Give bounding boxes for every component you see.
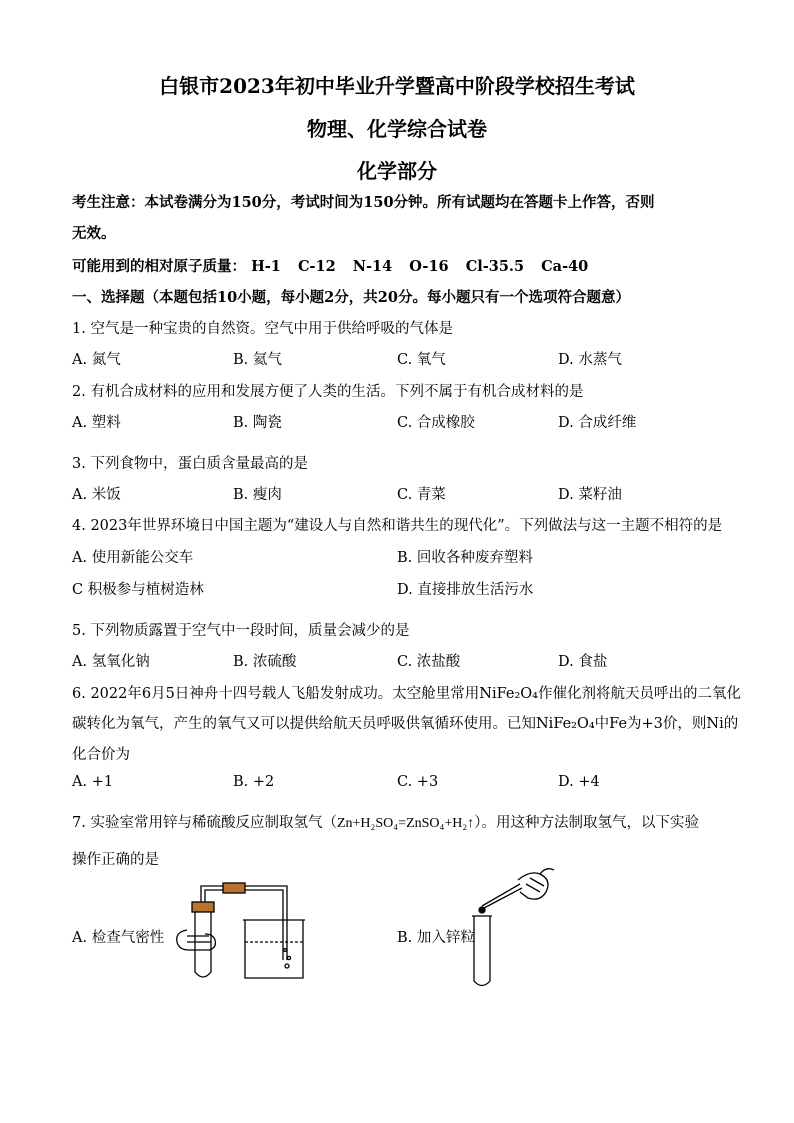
question-5-stem: 5. 下列物质露置于空气中一段时间，质量会减少的是 (72, 623, 410, 639)
question-3-option-b[interactable]: B. 瘦肉 (233, 487, 282, 503)
atomic-mass-item: H-1 (251, 258, 281, 275)
question-4-option-d[interactable]: D. 直接排放生活污水 (397, 582, 534, 598)
question-6-option-a[interactable]: A. +1 (72, 774, 114, 790)
part1-heading: 一、选择题（本题包括10小题，每小题2分，共20分。每小题只有一个选项符合题意） (72, 289, 630, 306)
question-1-option-d[interactable]: D. 水蒸气 (558, 352, 622, 368)
question-7-option-a[interactable]: A. 检查气密性 (72, 930, 165, 946)
question-3-option-c[interactable]: C. 青菜 (397, 487, 446, 503)
question-7-stem-pre: 7. 实验室常用锌与稀硫酸反应制取氢气（ (72, 815, 337, 831)
exam-subtitle: 物理、化学综合试卷 (307, 117, 487, 141)
question-7-equation: Zn+H₂SO₄=ZnSO₄+H₂↑ (336, 816, 475, 831)
exam-title: 白银市2023年初中毕业升学暨高中阶段学校招生考试 (159, 74, 635, 98)
atomic-mass-item: O-16 (409, 258, 449, 275)
question-1-option-a[interactable]: A. 氮气 (72, 352, 121, 368)
question-3-stem: 3. 下列食物中，蛋白质含量最高的是 (72, 456, 308, 472)
atomic-mass-line (72, 255, 600, 276)
question-5-option-b[interactable]: B. 浓硫酸 (233, 654, 297, 670)
question-6-option-d[interactable]: D. +4 (558, 774, 600, 790)
question-5-option-d[interactable]: D. 食盐 (558, 654, 608, 670)
question-2-option-c[interactable]: C. 合成橡胶 (397, 415, 475, 431)
question-4-stem: 4. 2023年世界环境日中国主题为“建设人与自然和谐共生的现代化”。下列做法与这一主题不相符的是 (72, 518, 723, 534)
question-3-option-d[interactable]: D. 菜籽油 (558, 487, 622, 503)
question-1-option-c[interactable]: C. 氧气 (397, 352, 446, 368)
question-4-option-b[interactable]: B. 回收各种废弃塑料 (397, 550, 533, 566)
question-4-option-a[interactable]: A. 使用新能公交车 (72, 550, 194, 566)
add-zinc-granules-figure (460, 866, 560, 991)
gas-tightness-apparatus-figure (165, 880, 305, 985)
notice-line-1: 考生注意：本试卷满分为150分，考试时间为150分钟。所有试题均在答题卡上作答，否则 (72, 194, 655, 211)
question-2-option-a[interactable]: A. 塑料 (72, 415, 121, 431)
question-2-option-d[interactable]: D. 合成纤维 (558, 415, 637, 431)
atomic-mass-label: 可能用到的相对原子质量： (72, 258, 246, 275)
question-7-option-b[interactable]: B. 加入锌粒 (397, 930, 475, 946)
question-5-option-c[interactable]: C. 浓盐酸 (397, 654, 461, 670)
question-6-stem-line-3: 化合价为 (72, 747, 130, 763)
question-7-stem-line-2: 操作正确的是 (72, 852, 159, 868)
question-2-option-b[interactable]: B. 陶瓷 (233, 415, 282, 431)
question-5-option-a[interactable]: A. 氢氧化钠 (72, 654, 150, 670)
atomic-mass-item: Cl-35.5 (465, 258, 525, 275)
notice-line-2: 无效。 (72, 225, 116, 242)
question-6-stem-line-2: 碳转化为氧气，产生的氧气又可以提供给航天员呼吸供氧循环使用。已知NiFe₂O₄中Fe为+3价，则Ni的 (72, 716, 739, 732)
question-1-option-b[interactable]: B. 氦气 (233, 352, 282, 368)
question-7-stem-post: ）。用这种方法制取氢气，以下实验 (474, 815, 700, 831)
section-title: 化学部分 (357, 159, 437, 183)
question-7-stem-line-1 (72, 811, 699, 832)
atomic-mass-item: C-12 (297, 258, 336, 275)
question-6-option-c[interactable]: C. +3 (397, 774, 439, 790)
question-2-stem: 2. 有机合成材料的应用和发展方便了人类的生活。下列不属于有机合成材料的是 (72, 384, 584, 400)
question-4-option-c[interactable]: C 积极参与植树造林 (72, 582, 204, 598)
question-1-stem: 1. 空气是一种宝贵的自然资。空气中用于供给呼吸的气体是 (72, 321, 453, 337)
atomic-mass-item: N-14 (352, 258, 393, 275)
question-6-option-b[interactable]: B. +2 (233, 774, 275, 790)
question-6-stem-line-1: 6. 2022年6月5日神舟十四号载人飞船发射成功。太空舱里常用NiFe₂O₄作催化剂将航天员呼出的二氧化 (72, 686, 741, 702)
atomic-mass-item: Ca-40 (541, 258, 589, 275)
question-3-option-a[interactable]: A. 米饭 (72, 487, 121, 503)
